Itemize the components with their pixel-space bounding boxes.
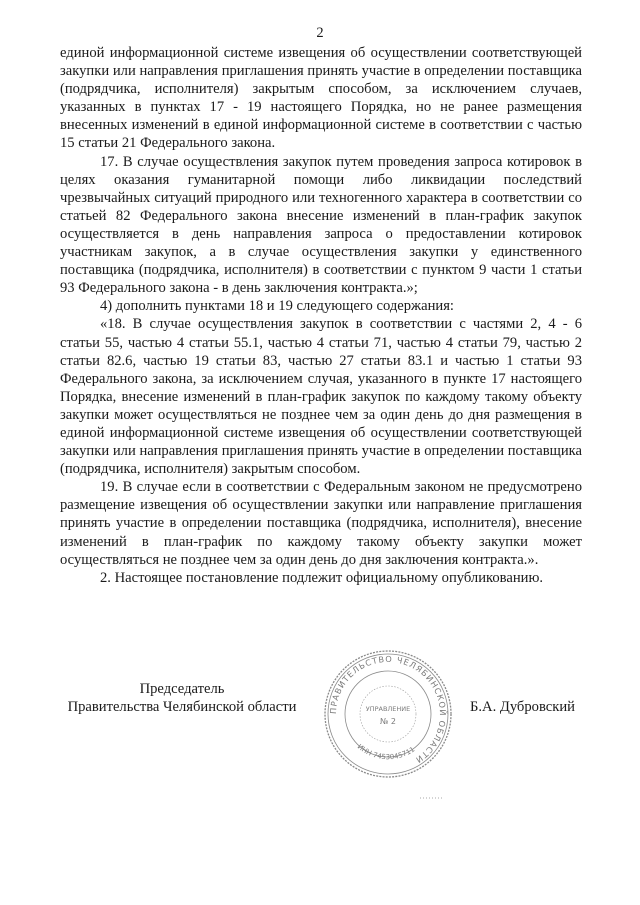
paragraph-18: «18. В случае осуществления закупок в соответствии с частями 2, 4 - 6 статьи 55, частью 4 статьи 55.1, частью 4 статьи 71, частью 4 статьи 79, частью 2 статьи 82.6, частью 19 статьи 83, частью 27 статьи 83.1 и частью 1 статьи 93 Федерального закона, за исключением случая, указанного в пункте 17 настоящего Порядка, внесение изменений в план-график закупок по каждому такому объекту закупки может осуществляться не позднее чем за один день до дня размещения в единой информационной системе извещения об осуществлении соответствующей закупки или направления приглашения принять участие в определении поставщика (подрядчика, исполнителя) закрытым способом. — [60, 316, 582, 478]
seal-center-line2: № 2 — [380, 717, 396, 726]
svg-text:ИНН 7453045711 — [356, 743, 416, 762]
document-body — [60, 44, 582, 587]
signatory-title-line1: Председатель — [139, 681, 225, 697]
stray-ink-mark — [420, 796, 442, 800]
official-seal — [322, 648, 454, 780]
page-number: 2 — [316, 25, 324, 41]
signatory-title-line2: Правительства Челябинской области — [67, 699, 297, 715]
seal-center-line1: УПРАВЛЕНИЕ — [365, 705, 411, 713]
paragraph-continuation: единой информационной системе извещения об осуществлении соответствующей закупки или направления приглашения принять участие в определении поставщика (подрядчика, исполнителя) закрытым способом, за исключением случаев, указанных в пунктах 17 - 19 настоящего Порядка, но не ранее размещения внесенных изменений в единой информационной системе в соответствии с частью 15 статьи 21 Федерального закона. — [60, 45, 582, 152]
signatory-title — [62, 680, 302, 716]
seal-outer-text: ПРАВИТЕЛЬСТВО ЧЕЛЯБИНСКОЙ ОБЛАСТИ — [327, 653, 449, 766]
seal-inn-text: ИНН 7453045711 — [355, 742, 417, 762]
paragraph-19: 19. В случае если в соответствии с Федеральным законом не предусмотрено размещение извещения об осуществлении закупки или направление приглашения принять участие в определении поставщика (подрядчика, исполнителя), внесение изменений в план-график по каждому такому объекту закупки может осуществляться не позднее чем за один день до дня заключения контракта.». — [60, 479, 582, 568]
paragraph-amendment-4: 4) дополнить пунктами 18 и 19 следующего содержания: — [100, 298, 454, 315]
paragraph-publication: 2. Настоящее постановление подлежит официальному опубликованию. — [100, 569, 544, 586]
signature-block — [0, 680, 640, 790]
signatory-name: Б.А. Дубровский — [470, 699, 575, 715]
paragraph-17: 17. В случае осуществления закупок путем проведения запроса котировок в целях оказания гуманитарной помощи либо ликвидации последствий чрезвычайных ситуаций природного или техногенного характера в соответствии со статьей 82 Федерального закона внесение изменений в план-график закупок осуществляется в день направления запроса о предоставлении котировок участникам закупок, а в случае осуществления закупки у единственного поставщика (подрядчика, исполнителя) в соответствии с пунктом 9 части 1 статьи 93 Федерального закона - в день заключения контракта.»; — [60, 153, 582, 297]
